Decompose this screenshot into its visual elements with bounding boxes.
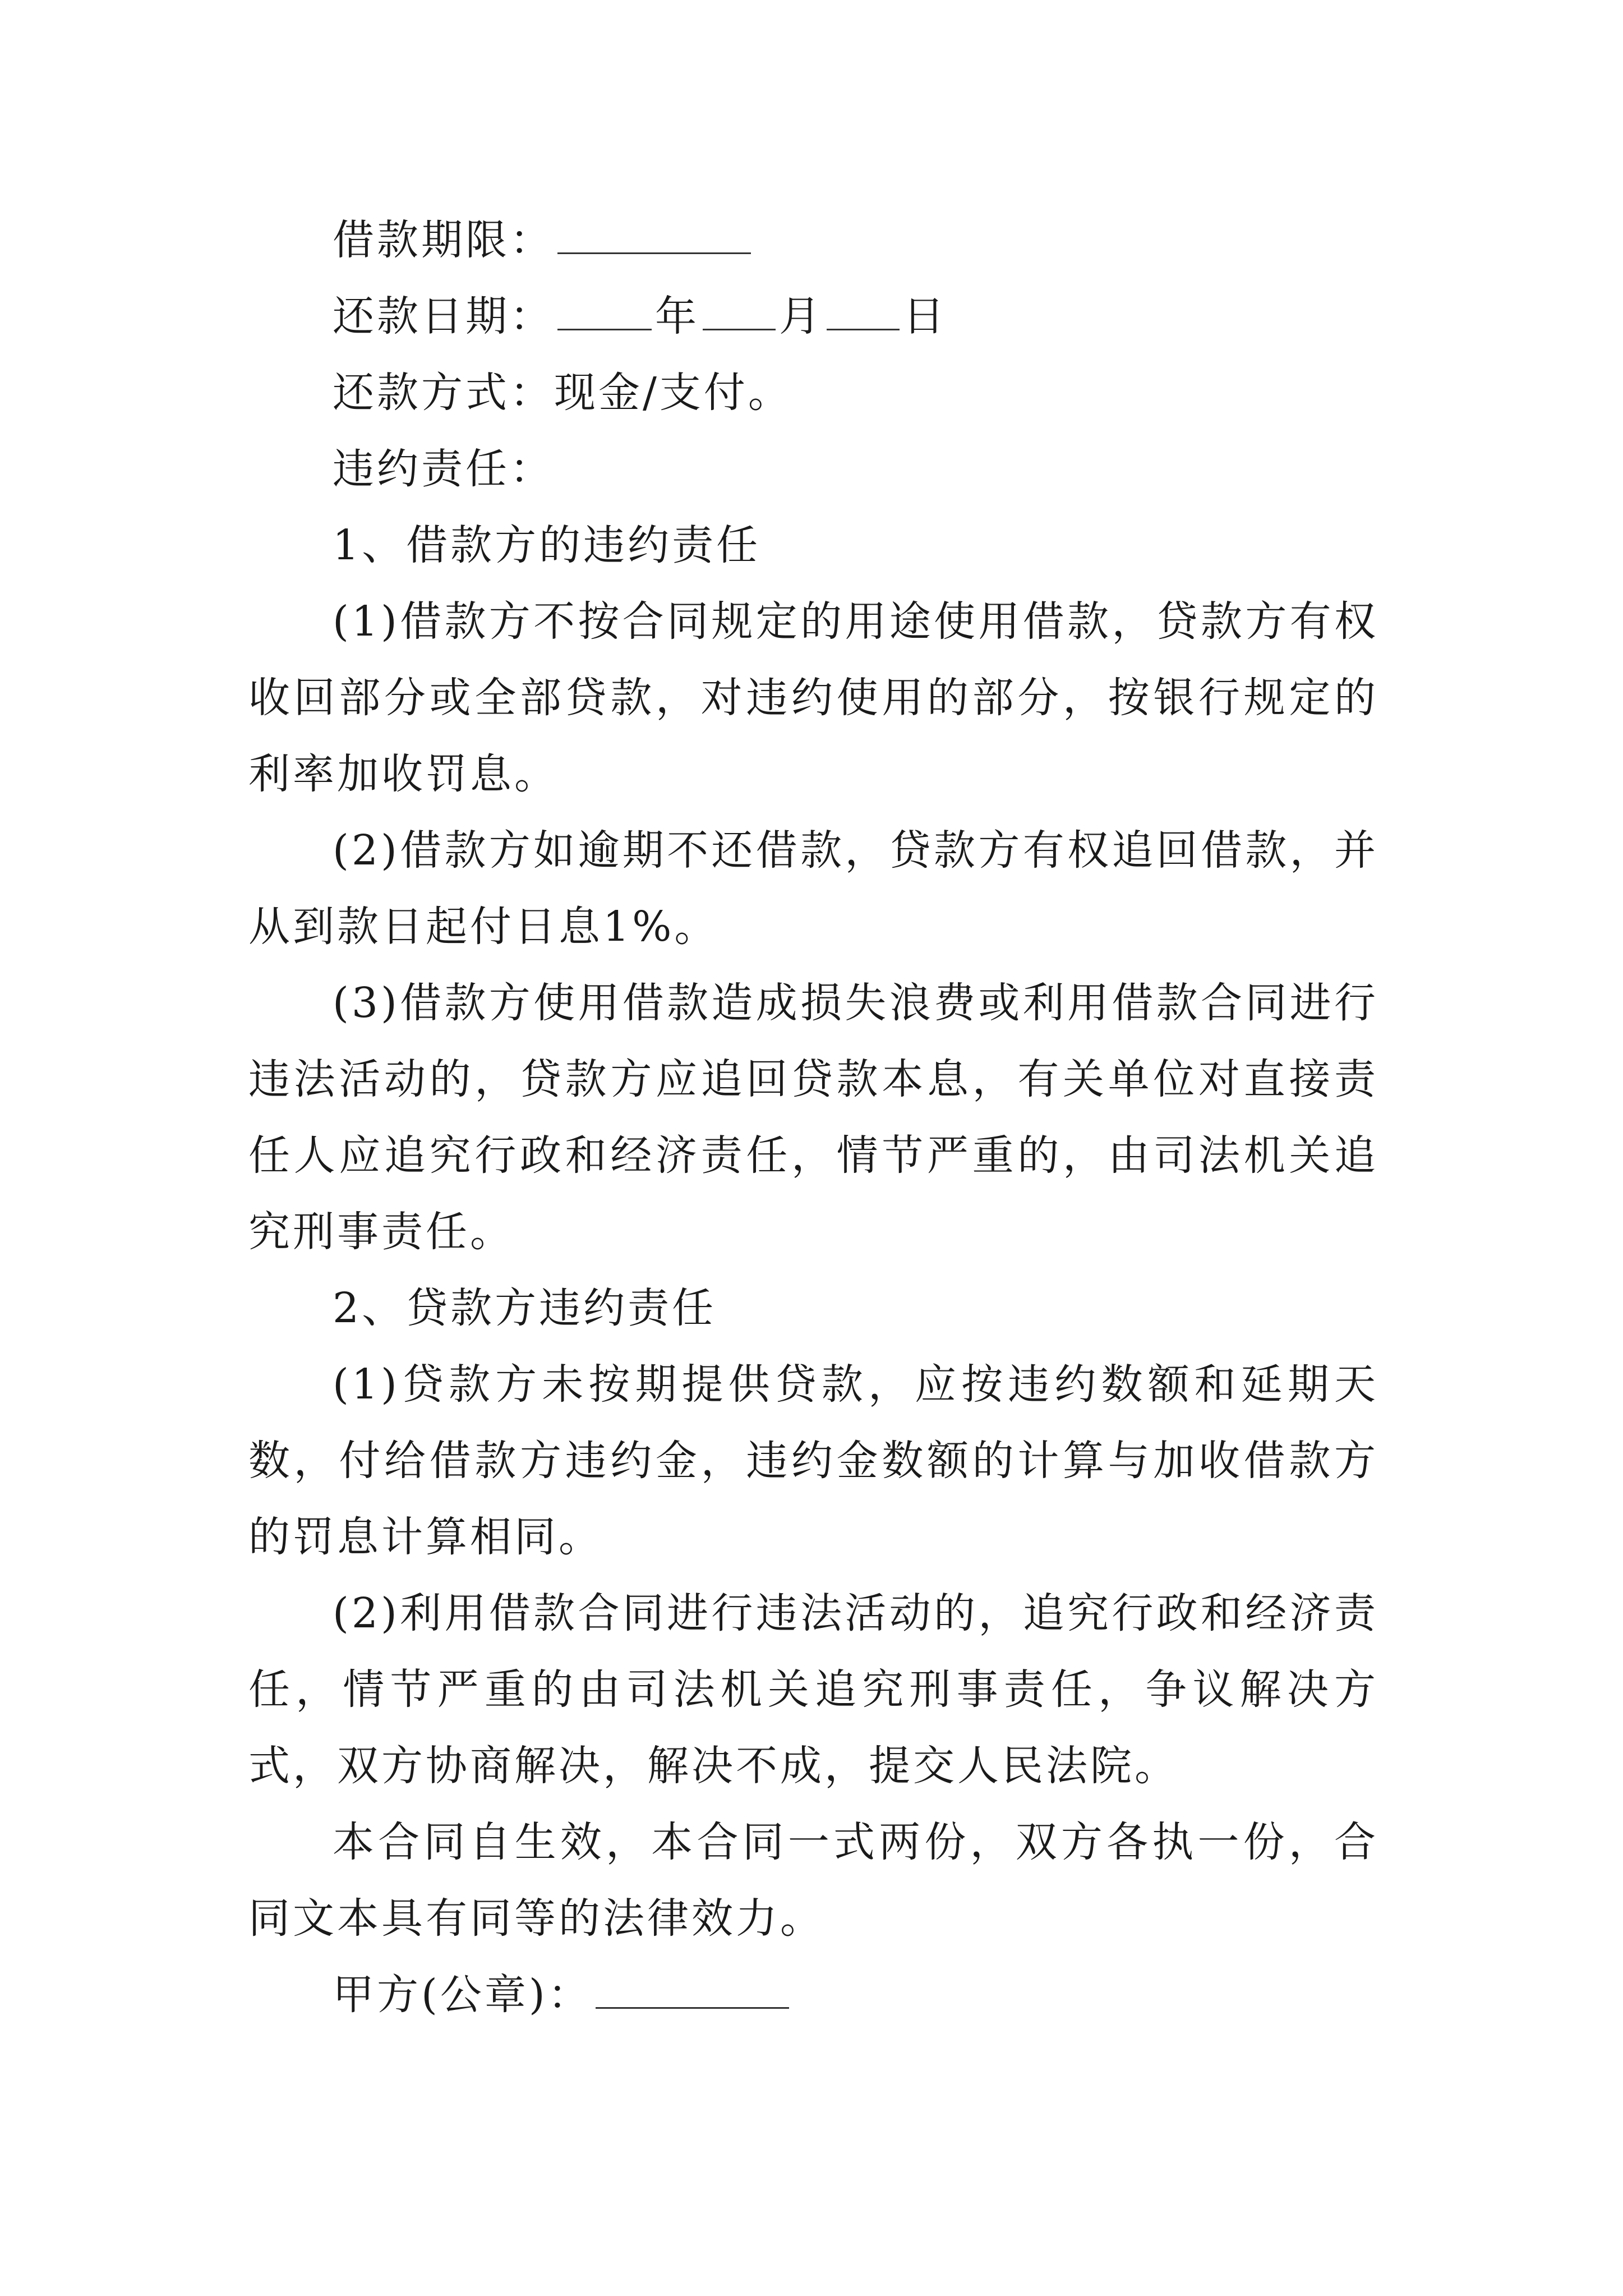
lender-clause-1: (1)贷款方未按期提供贷款，应按违约数额和延期天数，付给借款方违约金，违约金数额的计算与加收借款方的罚息计算相同。 xyxy=(248,1360,1378,1561)
repay-date-label: 还款日期： xyxy=(333,292,554,341)
month-unit: 月 xyxy=(779,292,823,341)
lender-breach-heading: 2、贷款方违约责任 xyxy=(333,1284,717,1332)
day-blank xyxy=(827,285,900,330)
loan-term-blank xyxy=(557,209,751,254)
loan-term-label: 借款期限： xyxy=(333,216,554,264)
repay-method-line: 还款方式：现金/支付。 xyxy=(333,369,792,417)
breach-heading: 违约责任： xyxy=(333,445,554,493)
lender-clause-2: (2)利用借款合同进行违法活动的，追究行政和经济责任，情节严重的由司法机关追究刑事责任，争议解决方式，双方协商解决，解决不成，提交人民法院。 xyxy=(248,1589,1378,1790)
borrower-clause-3: (3)借款方使用借款造成损失浪费或利用借款合同进行违法活动的，贷款方应追回贷款本息，有关单位对直接责任人应追究行政和经济责任，情节严重的，由司法机关追究刑事责任。 xyxy=(248,979,1378,1256)
day-unit: 日 xyxy=(903,292,947,341)
effect-clause: 本合同自生效，本合同一式两份，双方各执一份，合同文本具有同等的法律效力。 xyxy=(248,1818,1378,1943)
document-body xyxy=(248,202,1378,2033)
month-blank xyxy=(703,285,776,330)
borrower-clause-1: (1)借款方不按合同规定的用途使用借款，贷款方有权收回部分或全部贷款，对违约使用的部分，按银行规定的利率加收罚息。 xyxy=(248,597,1378,798)
year-blank xyxy=(557,285,652,330)
party-a-line xyxy=(248,1957,1378,2033)
repay-date-line xyxy=(248,278,1378,355)
year-unit: 年 xyxy=(655,292,699,341)
borrower-clause-2: (2)借款方如逾期不还借款，贷款方有权追回借款，并从到款日起付日息1%。 xyxy=(248,826,1378,951)
party-a-signature-blank xyxy=(596,1963,789,2009)
borrower-breach-heading: 1、借款方的违约责任 xyxy=(333,521,761,569)
party-a-label: 甲方(公章)： xyxy=(333,1971,592,2019)
loan-term-line xyxy=(248,202,1378,278)
